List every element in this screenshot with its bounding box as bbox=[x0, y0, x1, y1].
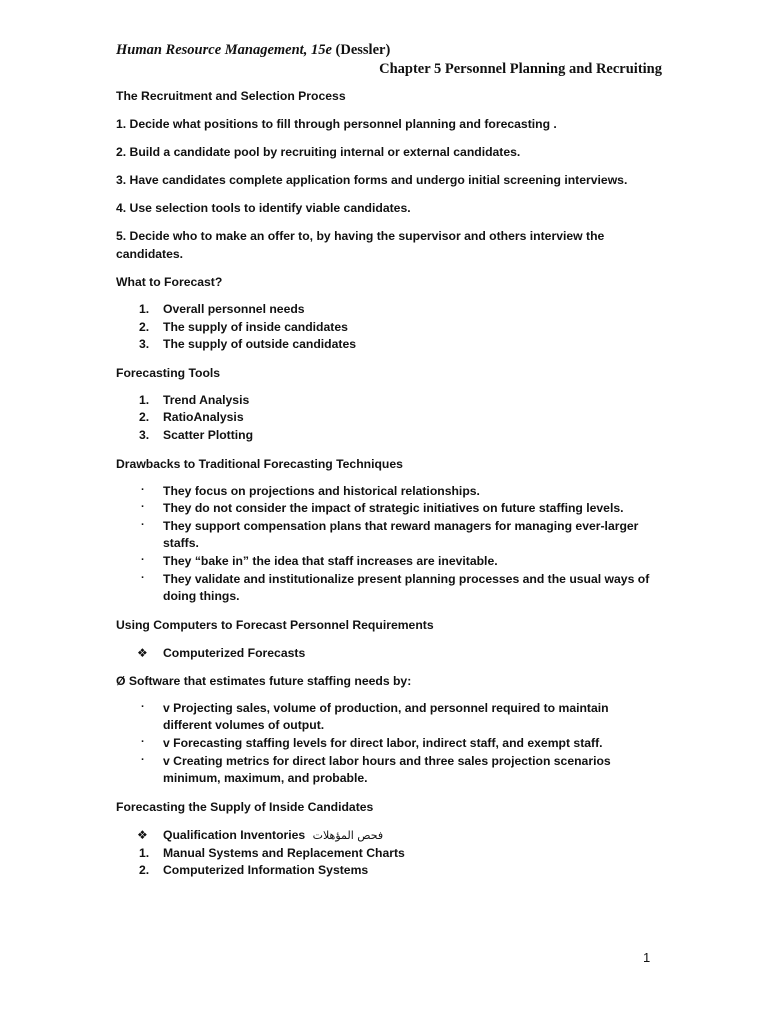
list-item: · v Creating metrics for direct labor hours and three sales projection scenarios minimum, maximum, and probable. bbox=[141, 753, 611, 786]
list-item: 1. Trend Analysis bbox=[139, 392, 250, 407]
tools-list bbox=[116, 392, 656, 445]
list-item: 1. Overall personnel needs bbox=[139, 302, 305, 316]
list-item: ❖ Computerized Forecasts bbox=[137, 645, 306, 660]
list-item: · They “bake in” the idea that staff increases are inevitable. bbox=[141, 553, 498, 568]
section-heading-drawbacks: Drawbacks to Traditional Forecasting Techniques bbox=[116, 456, 403, 471]
step-2: 2. Build a candidate pool by recruiting internal or external candidates. bbox=[116, 145, 521, 159]
chapter-title: Chapter 5 Personnel Planning and Recruiting bbox=[379, 61, 662, 77]
list-item: · They do not consider the impact of strategic initiatives on future staffing levels. bbox=[141, 501, 624, 516]
list-item: · They focus on projections and historical relationships. bbox=[141, 483, 480, 498]
list-item: 2. Computerized Information Systems bbox=[139, 863, 369, 878]
section-heading-computers: Using Computers to Forecast Personnel Requirements bbox=[116, 617, 434, 632]
drawbacks-list bbox=[116, 483, 656, 606]
list-item: · v Projecting sales, volume of production, and personnel required to maintain different volumes of output. bbox=[141, 700, 609, 733]
bullet-icon: · bbox=[141, 753, 145, 766]
inside-supply-list bbox=[116, 845, 656, 880]
list-item: · They validate and institutionalize present planning processes and the usual ways of doing things. bbox=[141, 571, 650, 604]
book-title: Human Resource Management, 15e bbox=[116, 42, 332, 58]
software-list bbox=[116, 700, 656, 788]
list-item: ❖ Qualification Inventories فحص المؤهلات bbox=[137, 827, 384, 842]
section-heading-what-to-forecast: What to Forecast? bbox=[116, 275, 223, 289]
section-heading-forecasting-tools: Forecasting Tools bbox=[116, 365, 221, 380]
step-5: 5. Decide who to make an offer to, by having the supervisor and others interview the candidates. bbox=[116, 229, 605, 261]
diamond-bullet-icon: ❖ bbox=[137, 645, 148, 660]
list-item: · v Forecasting staffing levels for direct labor, indirect staff, and exempt staff. bbox=[141, 735, 603, 750]
step-4: 4. Use selection tools to identify viable candidates. bbox=[116, 201, 411, 215]
list-item: 3. Scatter Plotting bbox=[139, 427, 254, 442]
software-line: Ø Software that estimates future staffing needs by: bbox=[116, 673, 412, 688]
document-page bbox=[116, 40, 662, 880]
list-item: · They support compensation plans that reward managers for managing ever-larger staffs. bbox=[141, 518, 639, 551]
list-item: 2. RatioAnalysis bbox=[139, 410, 244, 425]
step-3: 3. Have candidates complete application forms and undergo initial screening interviews. bbox=[116, 173, 628, 187]
bullet-icon: · bbox=[141, 571, 145, 584]
list-item: 1. Manual Systems and Replacement Charts bbox=[139, 845, 405, 860]
bullet-icon: · bbox=[141, 501, 145, 514]
bullet-icon: · bbox=[141, 518, 145, 531]
arabic-note: فحص المؤهلات bbox=[312, 828, 384, 842]
bullet-icon: · bbox=[141, 483, 145, 496]
bullet-icon: · bbox=[141, 735, 145, 748]
book-author: (Dessler) bbox=[335, 42, 391, 58]
book-header bbox=[116, 42, 656, 59]
list-item: 3. The supply of outside candidates bbox=[139, 337, 356, 352]
section-heading-recruitment: The Recruitment and Selection Process bbox=[116, 89, 346, 103]
step-1: 1. Decide what positions to fill through personnel planning and forecasting . bbox=[116, 117, 557, 131]
list-item: 2. The supply of inside candidates bbox=[139, 319, 348, 334]
bullet-icon: · bbox=[141, 700, 145, 713]
bullet-icon: · bbox=[141, 553, 145, 566]
diamond-bullet-icon: ❖ bbox=[137, 827, 148, 842]
page-number: 1 bbox=[643, 950, 651, 965]
forecast-list bbox=[116, 301, 656, 354]
section-heading-inside-supply: Forecasting the Supply of Inside Candidates bbox=[116, 799, 374, 814]
